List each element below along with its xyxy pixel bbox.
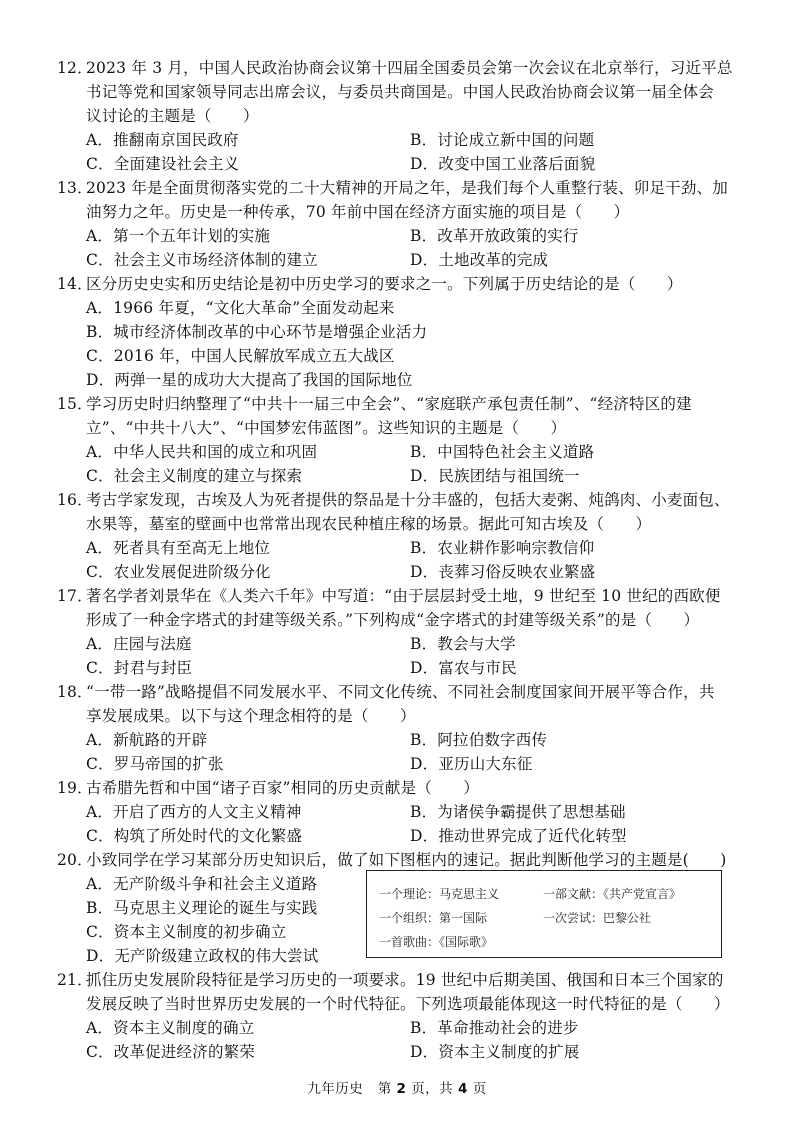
footer-page-prefix: 第 bbox=[377, 1081, 392, 1097]
question-stem-line: 油努力之年。历史是一种传承，70 年前中国在经济方面实施的项目是（ ） bbox=[86, 203, 630, 221]
option-c: C．社会主义制度的建立与探索 bbox=[86, 467, 303, 485]
option-a: A．第一个五年计划的实施 bbox=[86, 227, 271, 245]
option-a: A．资本主义制度的确立 bbox=[86, 1019, 255, 1037]
option-a: A．庄园与法庭 bbox=[86, 635, 192, 653]
option-c: C．全面建设社会主义 bbox=[86, 155, 240, 173]
question-number: 14． bbox=[57, 275, 93, 293]
question-number: 12． bbox=[57, 59, 93, 77]
option-d: D．土地改革的完成 bbox=[410, 251, 549, 269]
option-d: D．民族团结与祖国统一 bbox=[410, 467, 580, 485]
option-a: A．1966 年夏，“文化大革命”全面发动起来 bbox=[86, 299, 395, 317]
note-song: 一首歌曲：《国际歌》 bbox=[379, 935, 494, 949]
note-document: 一部文献：《共产党宣言》 bbox=[543, 887, 682, 901]
option-a: A．无产阶级斗争和社会主义道路 bbox=[86, 875, 318, 893]
question-stem-line: 发展反映了当时世界历史发展的一个时代特征。下列选项最能体现这一时代特征的是（ ） bbox=[86, 995, 730, 1013]
question-stem-line: 享发展成果。以下与这个理念相符的是（ ） bbox=[86, 707, 416, 725]
option-b: B．阿拉伯数字西传 bbox=[410, 731, 548, 749]
footer-page-current: 2 bbox=[396, 1081, 407, 1097]
question-number: 19． bbox=[57, 779, 93, 797]
option-c: C．改革促进经济的繁荣 bbox=[86, 1043, 256, 1061]
question-stem-line: 学习历史时归纳整理了“中共十一届三中全会”、“家庭联产承包责任制”、“经济特区的建 bbox=[86, 395, 692, 413]
question-number: 20． bbox=[57, 851, 93, 869]
question-stem-line: 书记等党和国家领导同志出席会议，与委员共商国是。中国人民政治协商会议第一届全体会 bbox=[86, 83, 715, 101]
note-organization: 一个组织：第一国际 bbox=[379, 911, 488, 925]
question-stem-line: 古希腊先哲和中国“诸子百家”相同的历史贡献是（ ） bbox=[86, 779, 480, 797]
footer-subject: 九年历史 bbox=[307, 1081, 364, 1097]
question-stem-line: 考古学家发现，古埃及人为死者提供的祭品是十分丰盛的，包括大麦粥、炖鸽肉、小麦面包、 bbox=[86, 491, 730, 509]
option-d: D．资本主义制度的扩展 bbox=[410, 1043, 580, 1061]
option-a: A．新航路的开辟 bbox=[86, 731, 208, 749]
option-a: A．中华人民共和国的成立和巩固 bbox=[86, 443, 318, 461]
option-a: A．死者具有至高无上地位 bbox=[86, 539, 271, 557]
option-c: C．罗马帝国的扩张 bbox=[86, 755, 224, 773]
page-footer bbox=[0, 1077, 794, 1097]
footer-page-suffix: 页 bbox=[472, 1081, 487, 1097]
question-stem-line: 抓住历史发展阶段特征是学习历史的一项要求。19 世纪中后期美国、俄国和日本三个国家的 bbox=[86, 971, 724, 989]
option-b: B．革命推动社会的进步 bbox=[410, 1019, 579, 1037]
option-b: B．讨论成立新中国的问题 bbox=[410, 131, 595, 149]
option-b: B．马克思主义理论的诞生与实践 bbox=[86, 899, 318, 917]
footer-page-total: 4 bbox=[457, 1081, 468, 1097]
note-theory: 一个理论：马克思主义 bbox=[379, 887, 500, 901]
option-c: C．社会主义市场经济体制的建立 bbox=[86, 251, 318, 269]
option-d: D．丧葬习俗反映农业繁盛 bbox=[410, 563, 596, 581]
question-stem-line: 水果等，墓室的壁画中也常常出现农民种植庄稼的场景。据此可知古埃及（ ） bbox=[86, 515, 652, 533]
note-attempt: 一次尝试：巴黎公社 bbox=[543, 911, 652, 925]
question-stem-line: 著名学者刘景华在《人类六千年》中写道：“由于层层封受土地，9 世纪至 10 世纪的西欧便 bbox=[86, 587, 721, 605]
option-a: A．开启了西方的人文主义精神 bbox=[86, 803, 302, 821]
question-number: 18． bbox=[57, 683, 93, 701]
question-stem-line: 形成了一种金字塔式的封建等级关系。”下列构成“金字塔式的封建等级关系”的是（ ） bbox=[86, 611, 700, 629]
option-d: D．亚历山大东征 bbox=[410, 755, 533, 773]
question-stem-line: 区分历史史实和历史结论是初中历史学习的要求之一。下列属于历史结论的是（ ） bbox=[86, 275, 683, 293]
option-d: D．富农与市民 bbox=[410, 659, 517, 677]
footer-page-middle: 页，共 bbox=[411, 1081, 454, 1097]
question-stem-line: “一带一路”战略提倡不同发展水平、不同文化传统、不同社会制度国家间开展平等合作，共 bbox=[86, 683, 715, 701]
question-stem-line: 小致同学在学习某部分历史知识后，做了如下图框内的速记。据此判断他学习的主题是( ) bbox=[86, 851, 727, 869]
option-b: B．城市经济体制改革的中心环节是增强企业活力 bbox=[86, 323, 428, 341]
option-c: C．封君与封臣 bbox=[86, 659, 193, 677]
option-b: B．教会与大学 bbox=[410, 635, 516, 653]
question-stem-line: 议讨论的主题是（ ） bbox=[86, 107, 259, 125]
option-a: A．推翻南京国民政府 bbox=[86, 131, 239, 149]
option-b: B．中国特色社会主义道路 bbox=[410, 443, 595, 461]
question-stem-line: 2023 年 3 月，中国人民政治协商会议第十四届全国委员会第一次会议在北京举行，习近平总 bbox=[86, 59, 733, 77]
notes-box bbox=[366, 870, 722, 958]
option-c: C．构筑了所处时代的文化繁盛 bbox=[86, 827, 303, 845]
option-d: D．两弹一星的成功大大提高了我国的国际地位 bbox=[86, 371, 413, 389]
option-b: B．农业耕作影响宗教信仰 bbox=[410, 539, 595, 557]
option-d: D．无产阶级建立政权的伟大尝试 bbox=[86, 947, 319, 965]
option-c: C．农业发展促进阶级分化 bbox=[86, 563, 271, 581]
option-b: B．改革开放政策的实行 bbox=[410, 227, 579, 245]
option-d: D．改变中国工业落后面貌 bbox=[410, 155, 596, 173]
question-number: 16． bbox=[57, 491, 93, 509]
question-stem-line: 2023 年是全面贯彻落实党的二十大精神的开局之年，是我们每个人重整行装、卯足干劲、加 bbox=[86, 179, 728, 197]
question-number: 17． bbox=[57, 587, 93, 605]
option-b: B．为诸侯争霸提供了思想基础 bbox=[410, 803, 626, 821]
question-number: 21． bbox=[57, 971, 93, 989]
question-stem-line: 立”、“中共十八大”、“中国梦宏伟蓝图”。这些知识的主题是（ ） bbox=[86, 419, 567, 437]
question-number: 15． bbox=[57, 395, 93, 413]
option-c: C．2016 年，中国人民解放军成立五大战区 bbox=[86, 347, 395, 365]
option-d: D．推动世界完成了近代化转型 bbox=[410, 827, 627, 845]
option-c: C．资本主义制度的初步确立 bbox=[86, 923, 287, 941]
question-number: 13． bbox=[57, 179, 93, 197]
